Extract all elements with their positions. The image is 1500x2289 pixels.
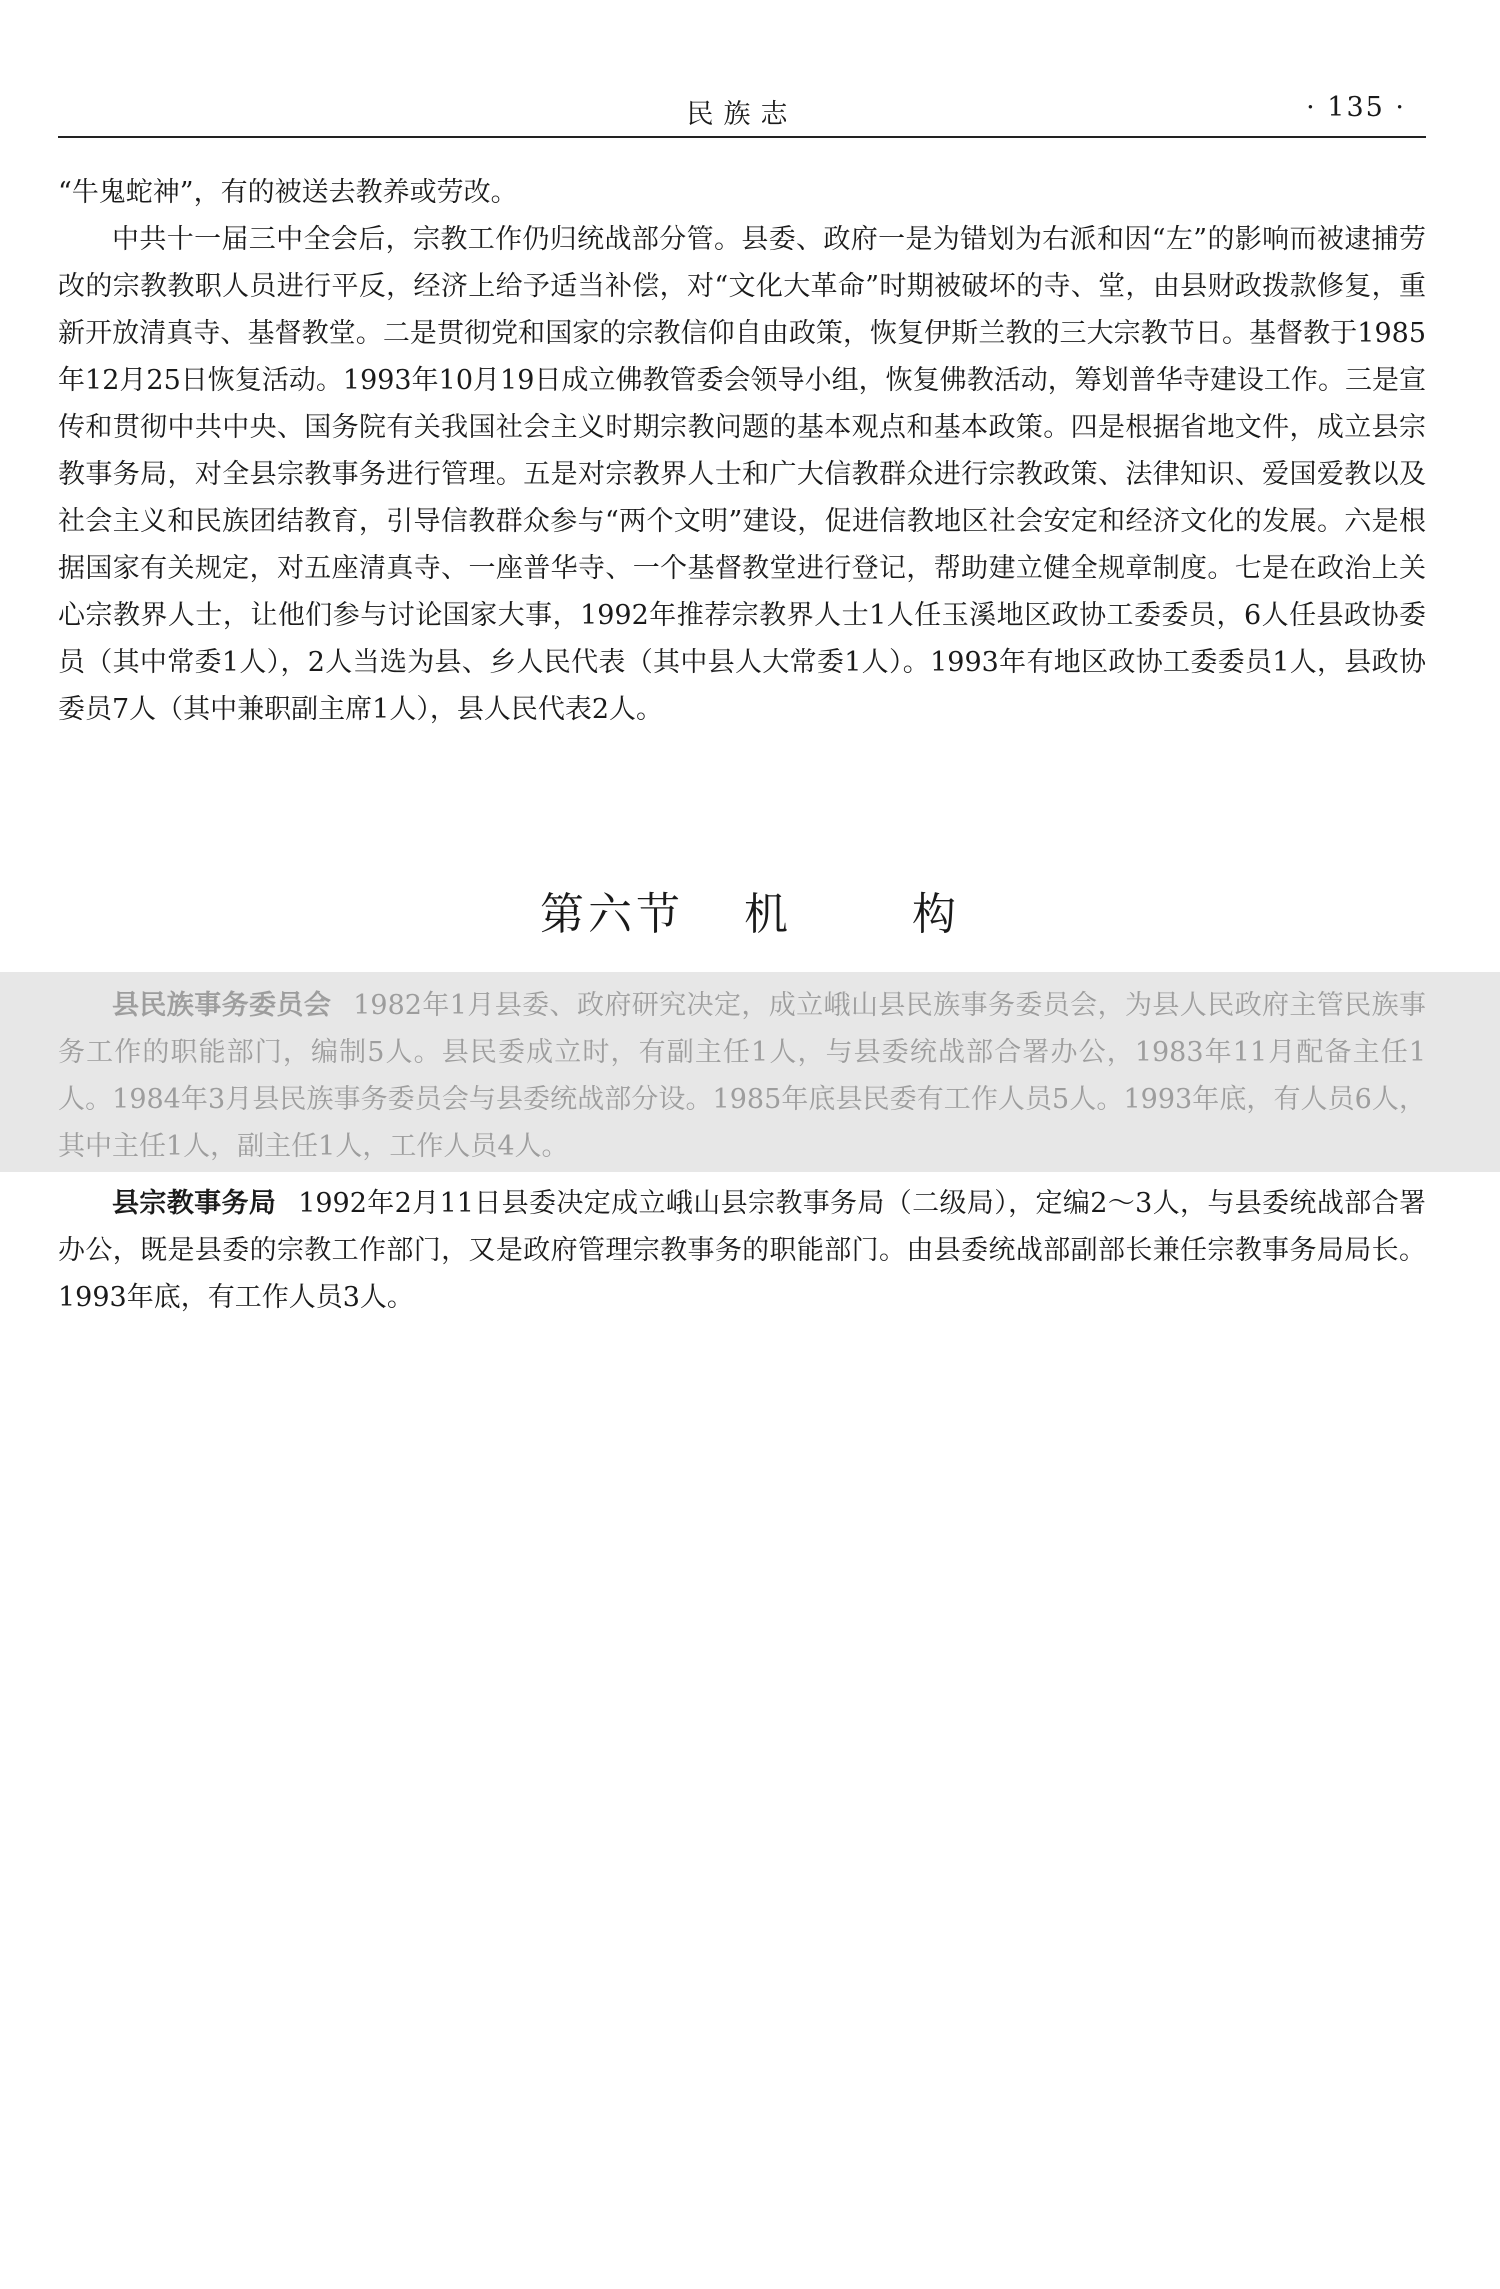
entry-text: 1982年1月县委、政府研究决定，成立峨山县民族事务委员会，为县人民政府主管民族事务工作的职能部门，编制5人。县民委成立时，有副主任1人，与县委统战部合署办公，1983年11月配备主任1人。1984年3月县民族事务委员会与县委统战部分设。1985年底县民委有工作人员5人。1993年底，有人员6人，其中主任1人，副主任1人，工作人员4人。 xyxy=(58,990,1427,1162)
section-word-1: 机 xyxy=(744,889,792,940)
running-title: 民族志 xyxy=(686,99,798,130)
paragraph-religious-work: 中共十一届三中全会后，宗教工作仍归统战部分管。县委、政府一是为错划为右派和因“左”的影响而被逮捕劳改的宗教教职人员进行平反，经济上给予适当补偿，对“文化大革命”时期被破坏的寺、堂，由县财政拨款修复，重新开放清真寺、基督教堂。二是贯彻党和国家的宗教信仰自由政策，恢复伊斯兰教的三大宗教节日。基督教于1985年12月25日恢复活动。1993年10月19日成立佛教管委会领导小组，恢复佛教活动，筹划普华寺建设工作。三是宣传和贯彻中共中央、国务院有关我国社会主义时期宗教问题的基本观点和基本政策。四是根据省地文件，成立县宗教事务局，对全县宗教事务进行管理。五是对宗教界人士和广大信教群众进行宗教政策、法律知识、爱国爱教以及社会主义和民族团结教育，引导信教群众参与“两个文明”建设，促进信教地区社会安定和经济文化的发展。六是根据国家有关规定，对五座清真寺、一座普华寺、一个基督教堂进行登记，帮助建立健全规章制度。七是在政治上关心宗教界人士，让他们参与讨论国家大事，1992年推荐宗教界人士1人任玉溪地区政协工委委员，6人任县政协委员（其中常委1人），2人当选为县、乡人民代表（其中县人大常委1人）。1993年有地区政协工委委员1人，县政协委员7人（其中兼职副主席1人），县人民代表2人。 xyxy=(58,224,1426,725)
page-number: · 135 · xyxy=(1306,92,1406,123)
entry-term: 县民族事务委员会 xyxy=(112,990,332,1021)
entry-term: 县宗教事务局 xyxy=(112,1188,277,1219)
section-word-2: 构 xyxy=(912,889,960,940)
section-heading xyxy=(0,878,1500,942)
entry-text: 1992年2月11日县委决定成立峨山县宗教事务局（二级局），定编2～3人，与县委统战部合署办公，既是县委的宗教工作部门，又是政府管理宗教事务的职能部门。由县委统战部副部长兼任宗教事务局局长。1993年底，有工作人员3人。 xyxy=(58,1188,1426,1313)
entry-religious-affairs-bureau xyxy=(58,1180,1426,1321)
entry-ethnic-affairs-committee xyxy=(58,982,1426,1170)
page-header xyxy=(58,86,1426,138)
section-number: 第六节 xyxy=(540,889,684,940)
paragraph-continued: “牛鬼蛇神”，有的被送去教养或劳改。 xyxy=(58,177,518,208)
